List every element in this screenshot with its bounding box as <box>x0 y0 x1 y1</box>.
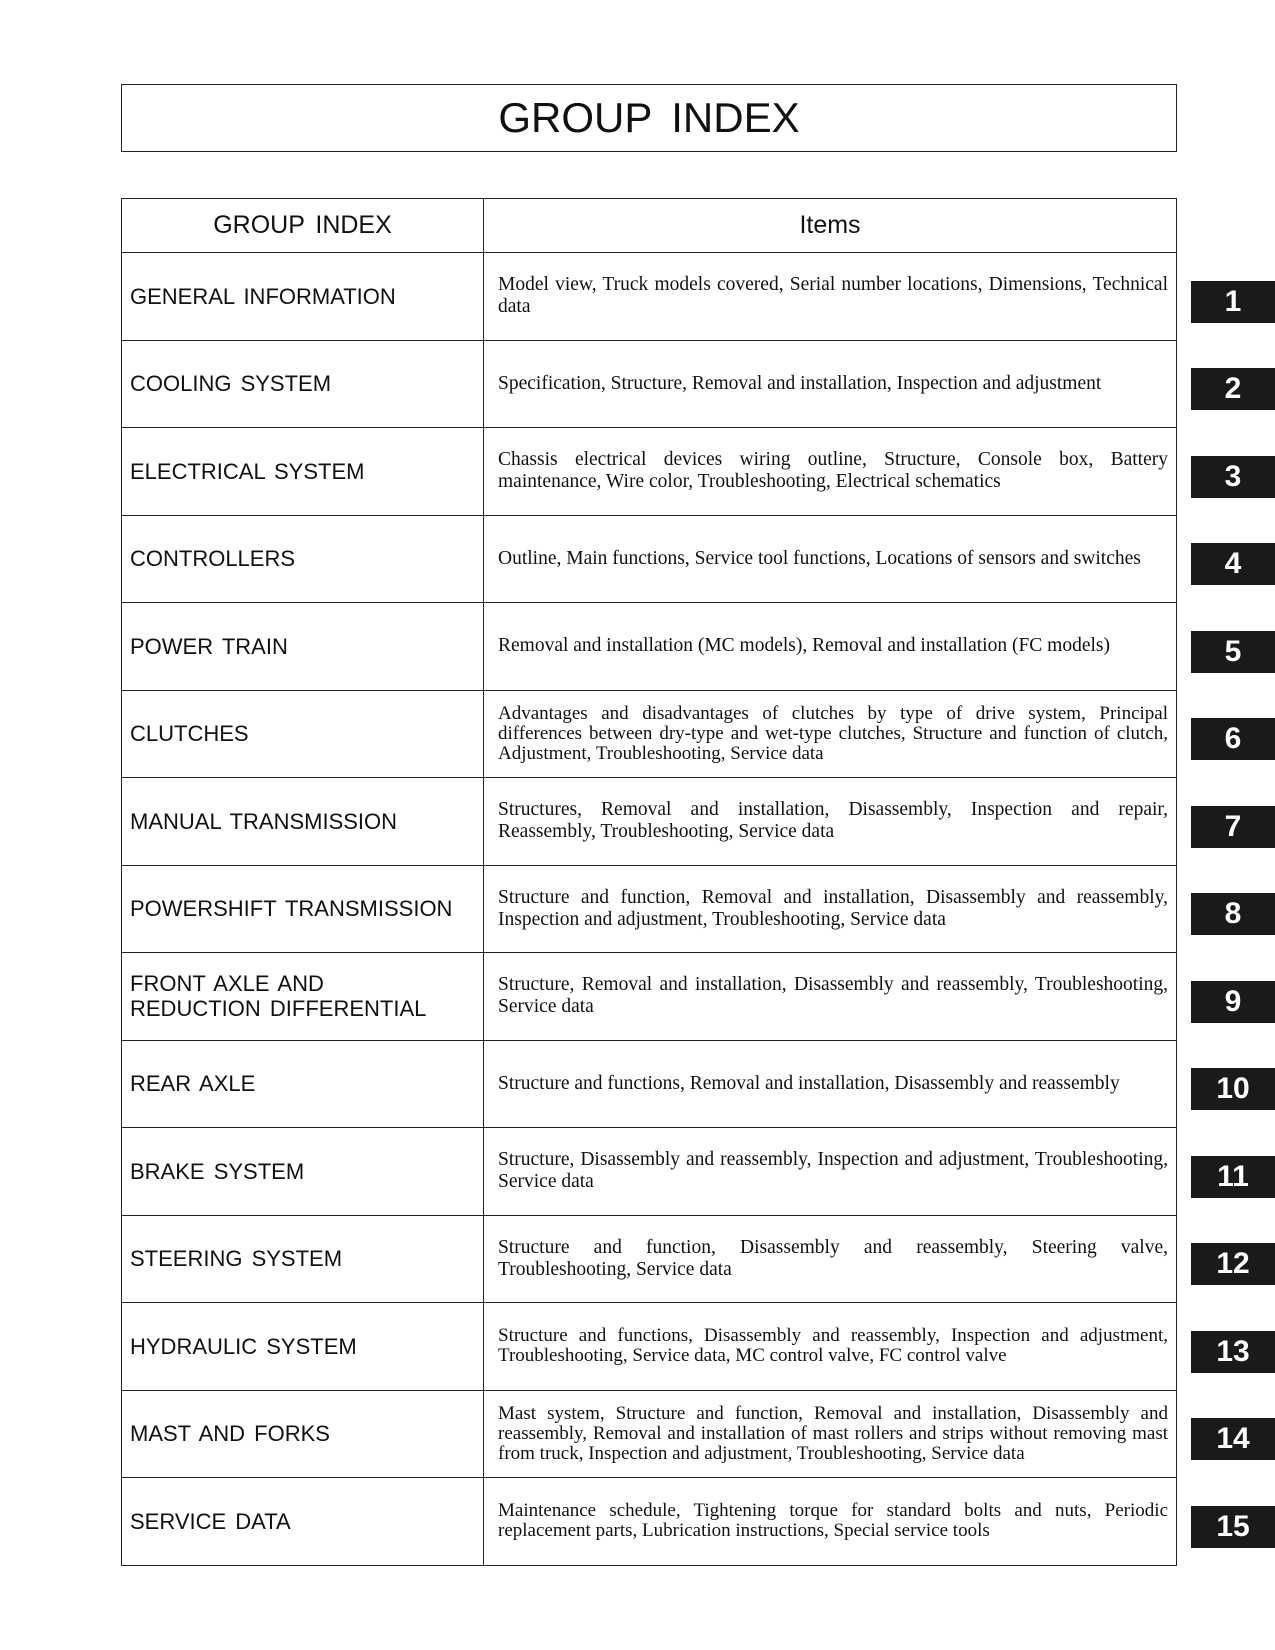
table-row <box>122 1478 1177 1566</box>
table-row <box>122 1390 1177 1478</box>
group-name: HYDRAULIC SYSTEM <box>122 1303 484 1391</box>
section-tab-15[interactable]: 15 <box>1191 1506 1275 1548</box>
header-items: Items <box>484 199 1177 253</box>
table-row <box>122 340 1177 428</box>
group-items: Removal and installation (MC models), Removal and installation (FC models) <box>484 603 1177 691</box>
group-name: POWER TRAIN <box>122 603 484 691</box>
group-name: COOLING SYSTEM <box>122 340 484 428</box>
group-name: REAR AXLE <box>122 1040 484 1128</box>
table-row <box>122 690 1177 778</box>
group-name: BRAKE SYSTEM <box>122 1128 484 1216</box>
group-items: Structures, Removal and installation, Disassembly, Inspection and repair, Reassembly, Troubleshooting, Service data <box>484 778 1177 866</box>
group-items: Structure and functions, Removal and installation, Disassembly and reassembly <box>484 1040 1177 1128</box>
group-name: GENERAL INFORMATION <box>122 253 484 341</box>
group-items: Chassis electrical devices wiring outline, Structure, Console box, Battery maintenance, Wire color, Troubleshooting, Electrical schematics <box>484 428 1177 516</box>
section-tab-5[interactable]: 5 <box>1191 631 1275 673</box>
table-row <box>122 953 1177 1041</box>
group-name: CONTROLLERS <box>122 515 484 603</box>
section-tab-12[interactable]: 12 <box>1191 1243 1275 1285</box>
section-tab-4[interactable]: 4 <box>1191 543 1275 585</box>
group-name: ELECTRICAL SYSTEM <box>122 428 484 516</box>
section-tab-7[interactable]: 7 <box>1191 806 1275 848</box>
group-items: Model view, Truck models covered, Serial number locations, Dimensions, Technical data <box>484 253 1177 341</box>
section-tab-6[interactable]: 6 <box>1191 718 1275 760</box>
header-group-index: GROUP INDEX <box>122 199 484 253</box>
table-row <box>122 1303 1177 1391</box>
section-tab-14[interactable]: 14 <box>1191 1418 1275 1460</box>
page-title: GROUP INDEX <box>121 84 1177 152</box>
table-row <box>122 1128 1177 1216</box>
group-items: Structure and function, Disassembly and reassembly, Steering valve, Troubleshooting, Service data <box>484 1215 1177 1303</box>
group-items: Outline, Main functions, Service tool functions, Locations of sensors and switches <box>484 515 1177 603</box>
group-index-table <box>121 198 1177 1566</box>
table-row <box>122 865 1177 953</box>
group-name: SERVICE DATA <box>122 1478 484 1566</box>
group-name: POWERSHIFT TRANSMISSION <box>122 865 484 953</box>
group-items: Structure and function, Removal and installation, Disassembly and reassembly, Inspection and adjustment, Troubleshooting, Service data <box>484 865 1177 953</box>
section-tab-13[interactable]: 13 <box>1191 1331 1275 1373</box>
section-tab-10[interactable]: 10 <box>1191 1068 1275 1110</box>
section-tab-2[interactable]: 2 <box>1191 368 1275 410</box>
group-items: Structure, Disassembly and reassembly, Inspection and adjustment, Troubleshooting, Service data <box>484 1128 1177 1216</box>
section-tab-1[interactable]: 1 <box>1191 281 1275 323</box>
table-header-row <box>122 199 1177 253</box>
table-row <box>122 515 1177 603</box>
group-name: STEERING SYSTEM <box>122 1215 484 1303</box>
section-tab-11[interactable]: 11 <box>1191 1156 1275 1198</box>
section-tab-3[interactable]: 3 <box>1191 456 1275 498</box>
group-name: MANUAL TRANSMISSION <box>122 778 484 866</box>
table-row <box>122 778 1177 866</box>
group-items: Structure and functions, Disassembly and reassembly, Inspection and adjustment, Troubleshooting, Service data, MC control valve, FC control valve <box>484 1303 1177 1391</box>
group-name: FRONT AXLE AND REDUCTION DIFFERENTIAL <box>122 953 484 1041</box>
section-tab-8[interactable]: 8 <box>1191 893 1275 935</box>
group-items: Mast system, Structure and function, Removal and installation, Disassembly and reassembly, Removal and installation of mast rollers and strips without removing mast from truck, Inspection and adjustment, Troubleshooting, Service data <box>484 1390 1177 1478</box>
group-name: MAST AND FORKS <box>122 1390 484 1478</box>
table-row <box>122 428 1177 516</box>
table-row <box>122 253 1177 341</box>
table-row <box>122 603 1177 691</box>
group-items: Maintenance schedule, Tightening torque for standard bolts and nuts, Periodic replacement parts, Lubrication instructions, Special service tools <box>484 1478 1177 1566</box>
group-items: Structure, Removal and installation, Disassembly and reassembly, Troubleshooting, Service data <box>484 953 1177 1041</box>
group-name: CLUTCHES <box>122 690 484 778</box>
section-tab-9[interactable]: 9 <box>1191 981 1275 1023</box>
group-items: Advantages and disadvantages of clutches by type of drive system, Principal differences between dry-type and wet-type clutches, Structure and function of clutch, Adjustment, Troubleshooting, Service data <box>484 690 1177 778</box>
table-row <box>122 1215 1177 1303</box>
table-row <box>122 1040 1177 1128</box>
group-items: Specification, Structure, Removal and installation, Inspection and adjustment <box>484 340 1177 428</box>
